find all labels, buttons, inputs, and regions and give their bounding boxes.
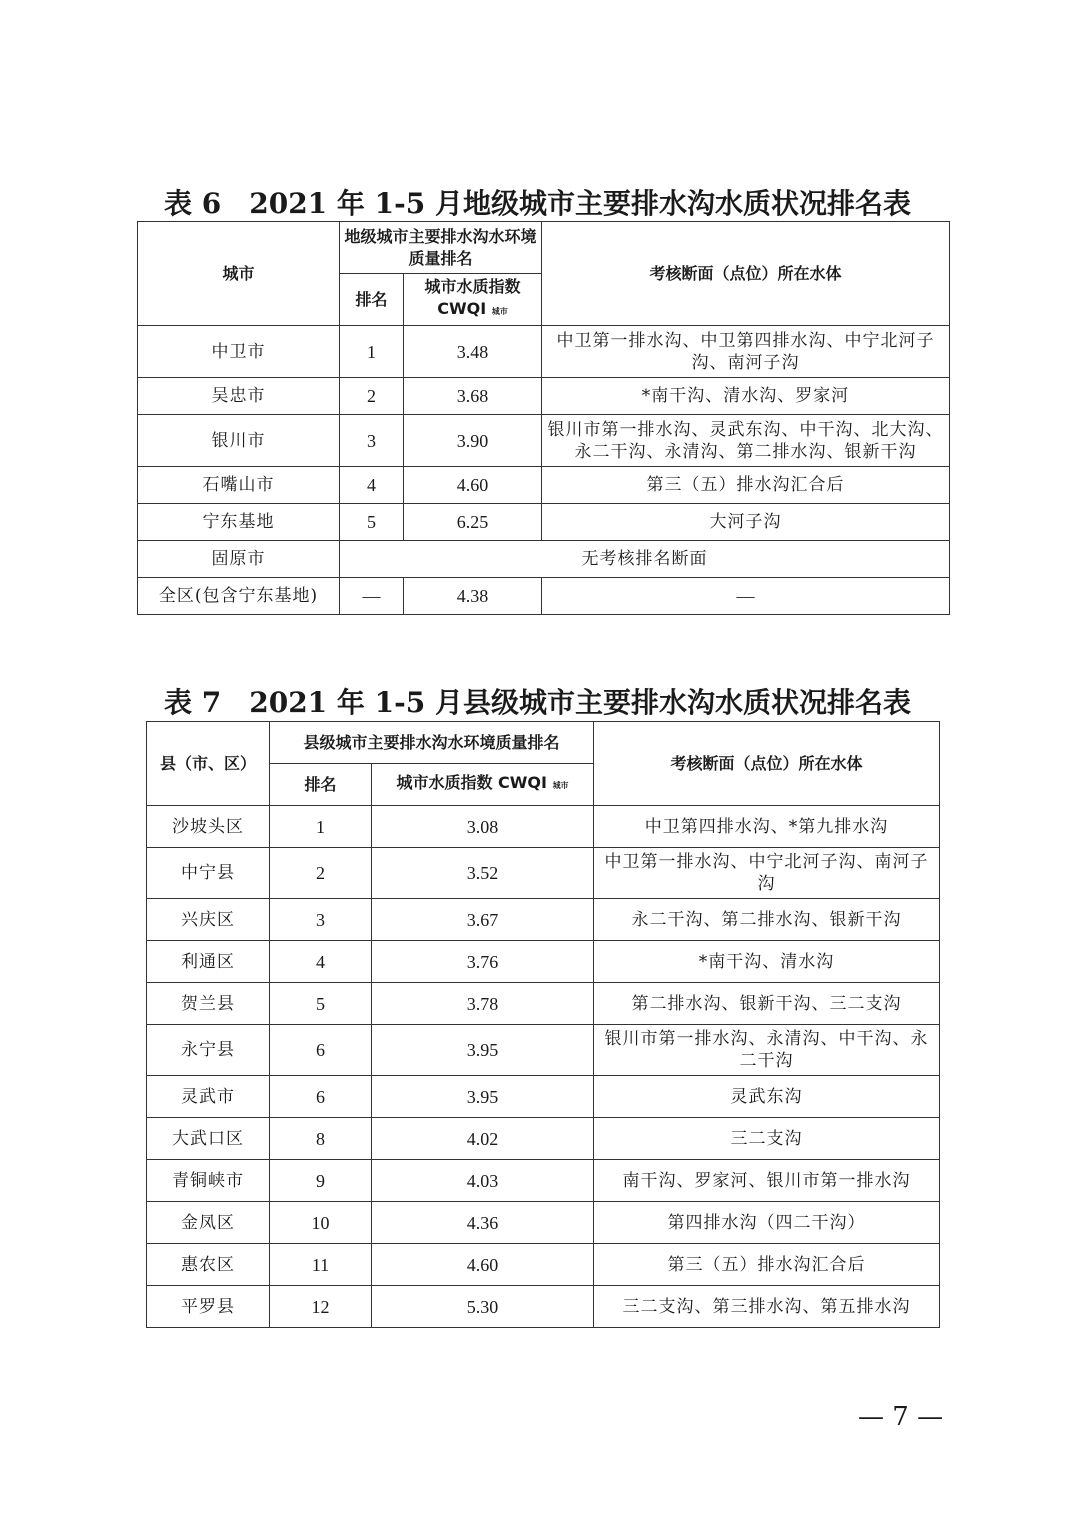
- county-cell: 惠农区: [147, 1244, 270, 1286]
- city-cell: 吴忠市: [138, 378, 340, 415]
- water-body-cell: 三二支沟、第三排水沟、第五排水沟: [594, 1286, 940, 1328]
- rank-cell: 9: [270, 1160, 372, 1202]
- table7-title: 表 7 2021 年 1-5 月县级城市主要排水沟水质状况排名表: [164, 686, 911, 719]
- city-cell: 中卫市: [138, 326, 340, 378]
- rank-cell: 10: [270, 1202, 372, 1244]
- county-cell: 永宁县: [147, 1025, 270, 1076]
- header-cwqi-code: CWQI: [437, 299, 487, 318]
- water-body-cell: 中卫第一排水沟、中卫第四排水沟、中宁北河子沟、南河子沟: [542, 326, 950, 378]
- county-cell: 平罗县: [147, 1286, 270, 1328]
- water-body-cell: *南干沟、清水沟、罗家河: [542, 378, 950, 415]
- water-body-cell: 第四排水沟（四二干沟）: [594, 1202, 940, 1244]
- table-row: [147, 1286, 940, 1328]
- cwqi-cell: 3.90: [404, 415, 542, 467]
- cwqi-cell: 4.60: [372, 1244, 594, 1286]
- county-cell: 大武口区: [147, 1118, 270, 1160]
- cwqi-cell: 3.95: [372, 1076, 594, 1118]
- header-ranking-group: 地级城市主要排水沟水环境质量排名: [340, 222, 542, 274]
- cwqi-cell: 3.67: [372, 899, 594, 941]
- rank-cell: 2: [340, 378, 404, 415]
- water-body-cell: 第二排水沟、银新干沟、三二支沟: [594, 983, 940, 1025]
- rank-cell: 5: [340, 504, 404, 541]
- cwqi-cell: 4.38: [404, 578, 542, 615]
- cwqi-cell: 3.95: [372, 1025, 594, 1076]
- rank-cell: 8: [270, 1118, 372, 1160]
- table-row: [138, 504, 950, 541]
- cwqi-cell: 4.36: [372, 1202, 594, 1244]
- water-body-cell: 中卫第四排水沟、*第九排水沟: [594, 806, 940, 848]
- header-water-body: 考核断面（点位）所在水体: [594, 722, 940, 806]
- header-ranking-group: 县级城市主要排水沟水环境质量排名: [270, 722, 594, 764]
- county-cell: 金凤区: [147, 1202, 270, 1244]
- table-row: [147, 806, 940, 848]
- cwqi-cell: 3.68: [404, 378, 542, 415]
- page-number: — 7 —: [858, 1402, 944, 1432]
- table-row: [138, 378, 950, 415]
- table-row: [147, 1025, 940, 1076]
- rank-cell: 6: [270, 1076, 372, 1118]
- table-row: [138, 415, 950, 467]
- rank-cell: 11: [270, 1244, 372, 1286]
- water-body-cell: 三二支沟: [594, 1118, 940, 1160]
- county-cell: 贺兰县: [147, 983, 270, 1025]
- cwqi-cell: 5.30: [372, 1286, 594, 1328]
- rank-cell: 2: [270, 848, 372, 899]
- rank-cell: 1: [340, 326, 404, 378]
- table-row: [147, 1160, 940, 1202]
- table-row: [147, 1202, 940, 1244]
- water-body-cell: 第三（五）排水沟汇合后: [542, 467, 950, 504]
- table-row: [147, 1118, 940, 1160]
- rank-cell: 6: [270, 1025, 372, 1076]
- city-cell: 银川市: [138, 415, 340, 467]
- table-row: [147, 983, 940, 1025]
- rank-cell: 3: [270, 899, 372, 941]
- water-body-cell: 银川市第一排水沟、灵武东沟、中干沟、北大沟、永二干沟、永清沟、第二排水沟、银新干沟: [542, 415, 950, 467]
- county-cell: 青铜峡市: [147, 1160, 270, 1202]
- rank-cell: 1: [270, 806, 372, 848]
- cwqi-cell: 3.08: [372, 806, 594, 848]
- header-cwqi: [404, 274, 542, 326]
- rank-cell: 4: [270, 941, 372, 983]
- table-row-total: [138, 578, 950, 615]
- cwqi-cell: 3.48: [404, 326, 542, 378]
- cwqi-cell: 4.02: [372, 1118, 594, 1160]
- city-cell: 全区(包含宁东基地): [138, 578, 340, 615]
- table6: [137, 221, 950, 615]
- city-cell: 石嘴山市: [138, 467, 340, 504]
- rank-cell: 12: [270, 1286, 372, 1328]
- header-rank: 排名: [270, 764, 372, 806]
- table-row: [147, 1244, 940, 1286]
- county-cell: 灵武市: [147, 1076, 270, 1118]
- header-cwqi-label: 城市水质指数: [424, 277, 521, 296]
- table7: [146, 721, 940, 1328]
- county-cell: 兴庆区: [147, 899, 270, 941]
- water-body-cell: —: [542, 578, 950, 615]
- water-body-cell: 南干沟、罗家河、银川市第一排水沟: [594, 1160, 940, 1202]
- header-county: 县（市、区）: [147, 722, 270, 806]
- county-cell: 中宁县: [147, 848, 270, 899]
- table-row: [147, 899, 940, 941]
- county-cell: 沙坡头区: [147, 806, 270, 848]
- rank-cell: 3: [340, 415, 404, 467]
- water-body-cell: 银川市第一排水沟、永清沟、中干沟、永二干沟: [594, 1025, 940, 1076]
- rank-cell: —: [340, 578, 404, 615]
- header-cwqi: [372, 764, 594, 806]
- cwqi-cell: 3.76: [372, 941, 594, 983]
- table-row: [147, 941, 940, 983]
- no-ranking-note: 无考核排名断面: [340, 541, 950, 578]
- header-cwqi-subscript: 城市: [491, 307, 508, 316]
- table-row: [138, 467, 950, 504]
- table-row: [147, 1076, 940, 1118]
- city-cell: 固原市: [138, 541, 340, 578]
- water-body-cell: 永二干沟、第二排水沟、银新干沟: [594, 899, 940, 941]
- header-city: 城市: [138, 222, 340, 326]
- water-body-cell: *南干沟、清水沟: [594, 941, 940, 983]
- header-rank: 排名: [340, 274, 404, 326]
- header-cwqi-subscript: 城市: [552, 781, 569, 790]
- cwqi-cell: 3.78: [372, 983, 594, 1025]
- cwqi-cell: 4.03: [372, 1160, 594, 1202]
- city-cell: 宁东基地: [138, 504, 340, 541]
- table-row: [138, 326, 950, 378]
- cwqi-cell: 3.52: [372, 848, 594, 899]
- water-body-cell: 灵武东沟: [594, 1076, 940, 1118]
- table-row: [138, 541, 950, 578]
- table6-title: 表 6 2021 年 1-5 月地级城市主要排水沟水质状况排名表: [164, 187, 911, 220]
- cwqi-cell: 4.60: [404, 467, 542, 504]
- header-cwqi-label: 城市水质指数 CWQI: [396, 773, 547, 792]
- county-cell: 利通区: [147, 941, 270, 983]
- water-body-cell: 第三（五）排水沟汇合后: [594, 1244, 940, 1286]
- header-water-body: 考核断面（点位）所在水体: [542, 222, 950, 326]
- table-row: [147, 848, 940, 899]
- water-body-cell: 大河子沟: [542, 504, 950, 541]
- water-body-cell: 中卫第一排水沟、中宁北河子沟、南河子沟: [594, 848, 940, 899]
- rank-cell: 5: [270, 983, 372, 1025]
- cwqi-cell: 6.25: [404, 504, 542, 541]
- rank-cell: 4: [340, 467, 404, 504]
